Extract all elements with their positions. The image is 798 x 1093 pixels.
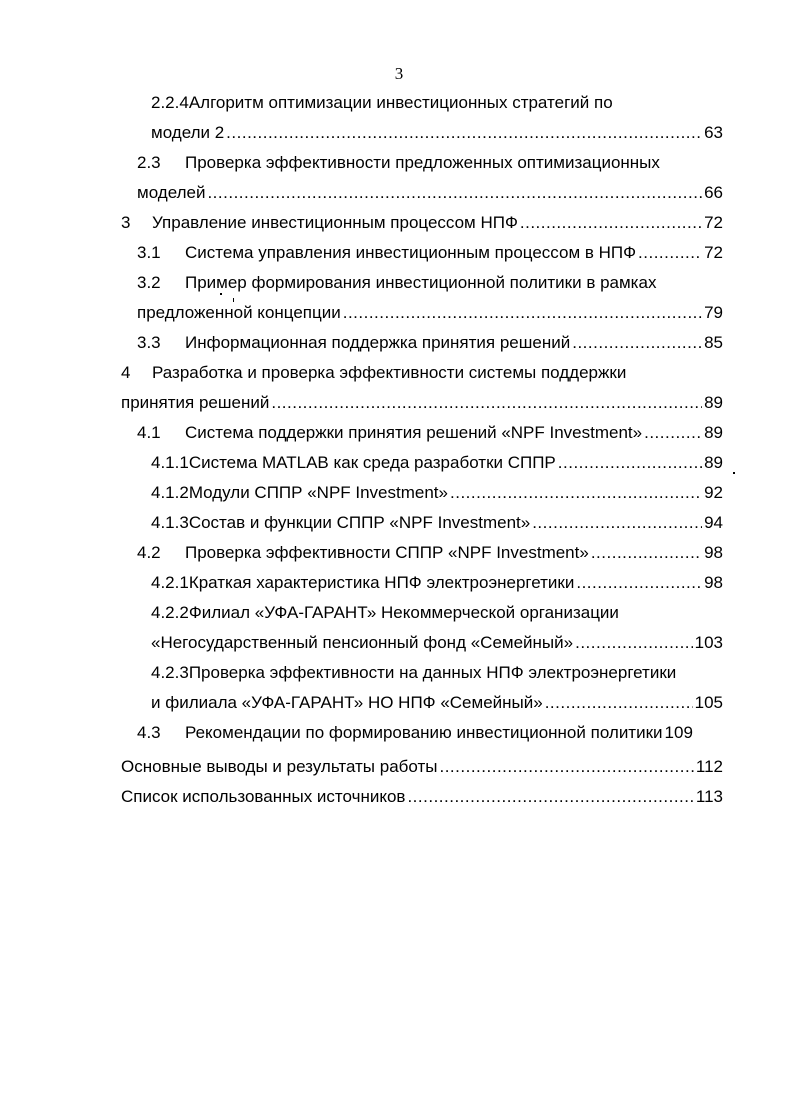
toc-entry-4-2-2-cont[interactable] (151, 628, 723, 658)
toc-page: 89 (704, 393, 723, 412)
toc-number: 4.1.2 (151, 483, 189, 502)
toc-entry-4[interactable] (121, 358, 717, 388)
toc-title-cont: моделей (137, 183, 206, 202)
toc-title: Разработка и проверка эффективности системы поддержки (152, 363, 627, 382)
dot-leader (407, 782, 693, 812)
toc-title: Пример формирования инвестиционной политики в рамках (185, 273, 657, 292)
dot-leader (520, 208, 702, 238)
dot-leader (644, 418, 702, 448)
toc-page: 98 (704, 573, 723, 592)
toc-entry-4-1[interactable] (137, 418, 723, 448)
toc-entry-2-2-4-cont[interactable] (151, 118, 723, 148)
toc-number: 3.2 (137, 273, 161, 292)
toc-number: 4.2 (137, 543, 161, 562)
toc-number: 4.2.2 (151, 603, 189, 622)
toc-title-cont: и филиала «УФА-ГАРАНТ» НО НПФ «Семейный» (151, 693, 543, 712)
toc-number: 2.2.4 (151, 93, 189, 112)
toc-entry-4-2-2[interactable] (151, 598, 711, 628)
toc-entry-4-2[interactable] (137, 538, 723, 568)
toc-page: 89 (704, 423, 723, 442)
toc-number: 2.3 (137, 153, 161, 172)
toc-entry-3-3[interactable] (137, 328, 723, 358)
page-number: 3 (394, 64, 404, 83)
toc-entry-4-2-1[interactable] (151, 568, 723, 598)
toc-page: 72 (704, 213, 723, 232)
dot-leader (638, 238, 702, 268)
toc-number: 4.1.1 (151, 453, 189, 472)
toc-title-cont: модели 2 (151, 123, 225, 142)
dot-leader (343, 298, 702, 328)
toc-title: Управление инвестиционным процессом НПФ (152, 213, 518, 232)
toc-entry-2-3-cont[interactable] (137, 178, 723, 208)
toc-page: 112 (695, 757, 723, 776)
toc-entry-4-1-1[interactable] (151, 448, 723, 478)
toc-number: 4.1.3 (151, 513, 189, 532)
scan-speck (233, 298, 234, 302)
dot-leader (572, 328, 702, 358)
toc-page: 89 (704, 453, 723, 472)
toc-number: 3 (121, 213, 131, 232)
toc-entry-3-2[interactable] (137, 268, 717, 298)
toc-title: Система MATLAB как среда разработки СППР (188, 453, 556, 472)
toc-page: 109 (664, 723, 693, 742)
toc-entry-references[interactable] (121, 782, 723, 812)
dot-leader (207, 178, 702, 208)
dot-leader (226, 118, 702, 148)
toc-title: Филиал «УФА-ГАРАНТ» Некоммерческой организации (188, 603, 619, 622)
toc-title: Проверка эффективности СППР «NPF Investment» (185, 543, 589, 562)
toc-page: 98 (704, 543, 723, 562)
toc-title: Состав и функции СППР «NPF Investment» (188, 513, 531, 532)
dot-leader (450, 478, 702, 508)
dot-leader (545, 688, 693, 718)
dot-leader (575, 628, 693, 658)
toc-title: Краткая характеристика НПФ электроэнергетики (188, 573, 575, 592)
toc-title-cont: «Негосударственный пенсионный фонд «Семейный» (151, 633, 574, 652)
toc-title: Основные выводы и результаты работы (121, 757, 438, 776)
toc-title: Система управления инвестиционным процессом в НПФ (185, 243, 637, 262)
toc-number: 4.3 (137, 723, 161, 742)
toc-page: 105 (694, 693, 723, 712)
toc-entry-4-2-3-cont[interactable] (151, 688, 723, 718)
toc-title-cont: принятия решений (121, 393, 270, 412)
toc-page: 79 (704, 303, 723, 322)
toc-entry-2-3[interactable] (137, 148, 717, 178)
toc-number: 4 (121, 363, 131, 382)
toc-number: 4.2.3 (151, 663, 189, 682)
toc-page: 113 (695, 787, 723, 806)
toc-page: 103 (694, 633, 723, 652)
toc-number: 4.2.1 (151, 573, 189, 592)
toc-page: 94 (704, 513, 723, 532)
toc-page: 66 (704, 183, 723, 202)
scan-speck (220, 293, 222, 295)
toc-title: Список использованных источников (121, 787, 406, 806)
dot-leader (532, 508, 702, 538)
toc-page: 72 (704, 243, 723, 262)
toc-entry-3-1[interactable] (137, 238, 723, 268)
toc-title: Рекомендации по формированию инвестиционной политики (185, 723, 663, 742)
toc-page: 63 (704, 123, 723, 142)
toc-title: Модули СППР «NPF Investment» (188, 483, 448, 502)
toc-entry-4-3[interactable] (137, 718, 723, 748)
toc-title-cont: предложенной концепции (137, 303, 341, 322)
toc-title: Информационная поддержка принятия решений (185, 333, 571, 352)
dot-leader (576, 568, 702, 598)
toc-title: Алгоритм оптимизации инвестиционных стратегий по (188, 93, 613, 112)
toc-title: Проверка эффективности предложенных оптимизационных (185, 153, 660, 172)
toc-number: 4.1 (137, 423, 161, 442)
dot-leader (271, 388, 702, 418)
toc-page: 85 (704, 333, 723, 352)
toc-entry-2-2-4[interactable] (151, 88, 711, 118)
toc-number: 3.1 (137, 243, 161, 262)
dot-leader (439, 752, 693, 782)
toc-number: 3.3 (137, 333, 161, 352)
toc-entry-3-2-cont[interactable] (137, 298, 723, 328)
toc-entry-conclusions[interactable] (121, 752, 723, 782)
toc-entry-4-2-3[interactable] (151, 658, 731, 688)
toc-title: Система поддержки принятия решений «NPF Investment» (185, 423, 643, 442)
toc-entry-4-1-2[interactable] (151, 478, 723, 508)
toc-entry-4-1-3[interactable] (151, 508, 723, 538)
dot-leader (591, 538, 702, 568)
toc-entry-4-cont[interactable] (121, 388, 723, 418)
toc-page: 92 (704, 483, 723, 502)
dot-leader (558, 448, 702, 478)
toc-title: Проверка эффективности на данных НПФ электроэнергетики (188, 663, 677, 682)
scan-speck (733, 472, 735, 474)
toc-entry-3[interactable] (121, 208, 723, 238)
